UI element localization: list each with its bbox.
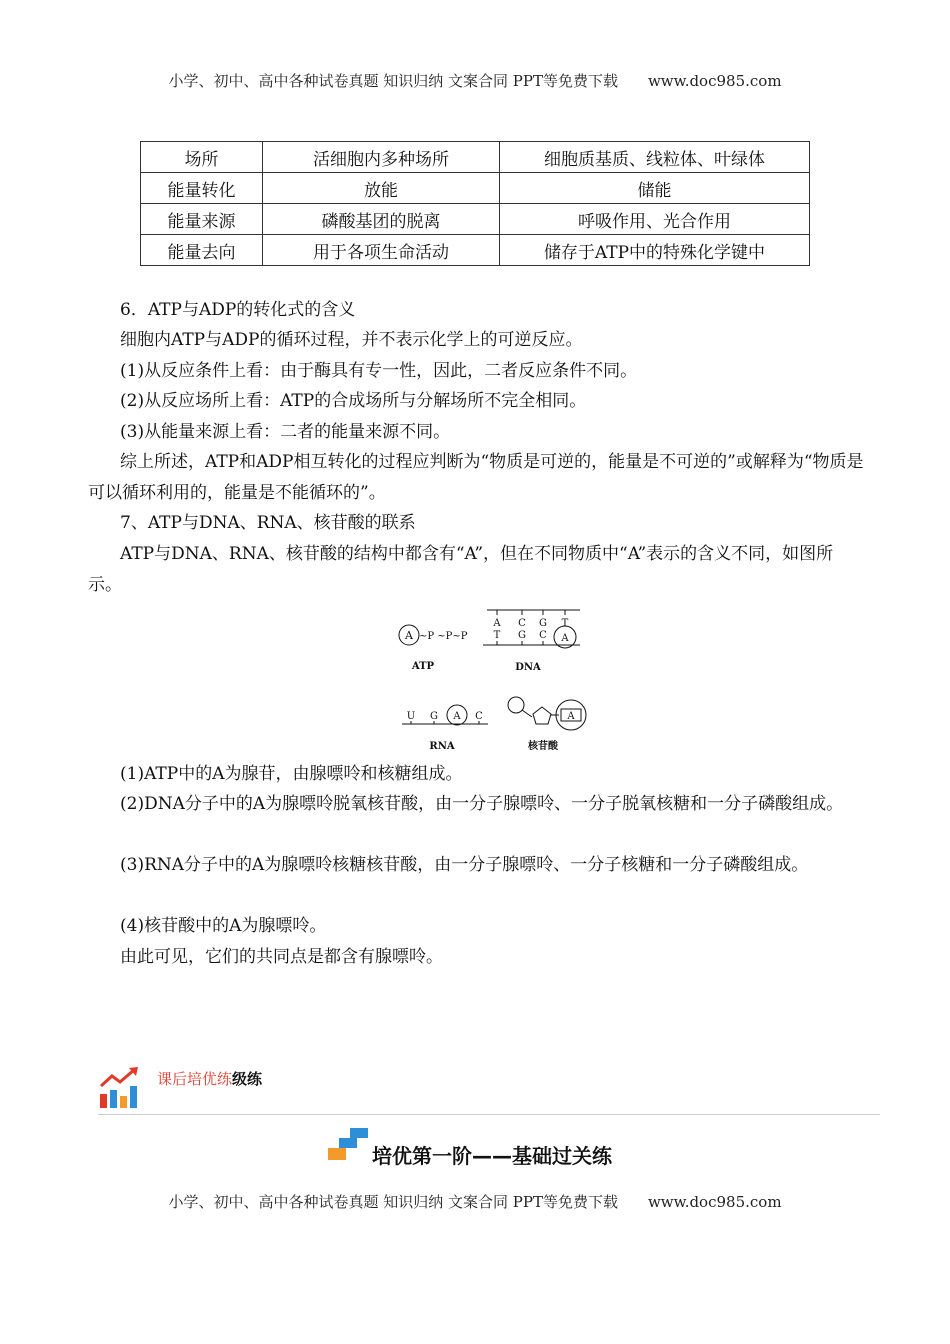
section6-summary: 综上所述，ATP和ADP相互转化的过程应判断为“物质是可逆的，能量是不可逆的”或解释为“物质是可以循环利用的，能量是不能循环的”。 [88, 452, 864, 503]
dna-base: T [493, 630, 501, 641]
section6-heading: 6．ATP与ADP的转化式的含义 [120, 300, 356, 320]
brand-title [157, 1068, 267, 1090]
section6-intro: 细胞内ATP与ADP的循环过程，并不表示化学上的可逆反应。 [120, 330, 583, 350]
table-cell: 细胞质基质、线粒体、叶绿体 [500, 142, 810, 173]
table-row [141, 235, 810, 266]
footer-url[interactable]: www.doc985.com [647, 1193, 782, 1211]
atp-formula: ~P ~P~P [419, 631, 468, 642]
header-text: 小学、初中、高中各种试卷真题 知识归纳 文案合同 PPT等免费下载 [168, 72, 618, 90]
atp-dna-rna-nucleotide-diagram [390, 604, 600, 754]
table-cell: 能量转化 [141, 173, 263, 204]
section6-point: (2)从反应场所上看：ATP的合成场所与分解场所不完全相同。 [120, 391, 587, 411]
dna-base: G [539, 618, 547, 629]
section7-intro: ATP与DNA、RNA、核苷酸的结构中都含有“A”，但在不同物质中“A”表示的含义不同，如图所示。 [88, 544, 834, 595]
section7-point: (3)RNA分子中的A为腺嘌呤核糖核苷酸，由一分子腺嘌呤、一分子核糖和一分子磷酸组成。 [120, 855, 809, 875]
rna-base: C [475, 711, 483, 722]
dna-base: C [518, 618, 526, 629]
steps-icon [328, 1128, 370, 1162]
section7-point: (2)DNA分子中的A为腺嘌呤脱氧核苷酸，由一分子腺嘌呤、一分子脱氧核糖和一分子磷酸组成。 [120, 794, 844, 814]
table-cell: 放能 [263, 173, 500, 204]
table-row [141, 173, 810, 204]
section7-point: (4)核苷酸中的A为腺嘌呤。 [120, 916, 327, 936]
section7-heading: 7、ATP与DNA、RNA、核苷酸的联系 [120, 513, 416, 533]
footer-text: 小学、初中、高中各种试卷真题 知识归纳 文案合同 PPT等免费下载 [168, 1193, 618, 1211]
rna-label: RNA [429, 741, 455, 752]
nucleotide-bond [522, 710, 532, 717]
brand-rest: 级练 [232, 1070, 263, 1088]
table-cell: 能量去向 [141, 235, 263, 266]
table-cell: 场所 [141, 142, 263, 173]
table-row [141, 204, 810, 235]
table-cell: 磷酸基团的脱离 [263, 204, 500, 235]
brand-highlight: 课后培优练 [157, 1070, 233, 1088]
section-title: 培优第一阶——基础过关练 [372, 1144, 612, 1168]
table-cell: 活细胞内多种场所 [263, 142, 500, 173]
section7-conclusion: 由此可见，它们的共同点是都含有腺嘌呤。 [120, 947, 443, 967]
table-cell: 用于各项生命活动 [263, 235, 500, 266]
table-cell: 储能 [500, 173, 810, 204]
comparison-table [140, 141, 810, 266]
table-cell: 呼吸作用、光合作用 [500, 204, 810, 235]
page-footer [0, 1191, 950, 1212]
atp-label: ATP [411, 661, 435, 672]
dna-base: A [493, 618, 501, 629]
dna-base: G [518, 630, 526, 641]
section6-point: (3)从能量来源上看：二者的能量来源不同。 [120, 422, 451, 442]
dna-label: DNA [515, 662, 541, 673]
table-cell: 能量来源 [141, 204, 263, 235]
rna-base: G [430, 711, 438, 722]
nucleotide-label: 核苷酸 [528, 741, 558, 752]
header-url[interactable]: www.doc985.com [647, 72, 782, 90]
nucleotide-circled-letter: A [567, 711, 575, 722]
section7-point: (1)ATP中的A为腺苷，由腺嘌呤和核糖组成。 [120, 764, 463, 784]
sugar-pentagon [533, 707, 551, 724]
table-row [141, 142, 810, 173]
divider [98, 1114, 880, 1115]
atp-circled-letter: A [405, 629, 413, 642]
section6-point: (1)从反应条件上看：由于酶具有专一性，因此，二者反应条件不同。 [120, 361, 638, 381]
dna-base: C [539, 630, 547, 641]
phosphate-circle [508, 697, 524, 713]
dna-base: T [561, 618, 569, 629]
table-cell: 储存于ATP中的特殊化学键中 [500, 235, 810, 266]
page-header [0, 70, 950, 91]
growth-chart-icon [98, 1066, 146, 1110]
rna-circled-letter: A [453, 711, 461, 722]
rna-base: U [406, 711, 416, 722]
dna-circled-letter: A [561, 633, 569, 644]
